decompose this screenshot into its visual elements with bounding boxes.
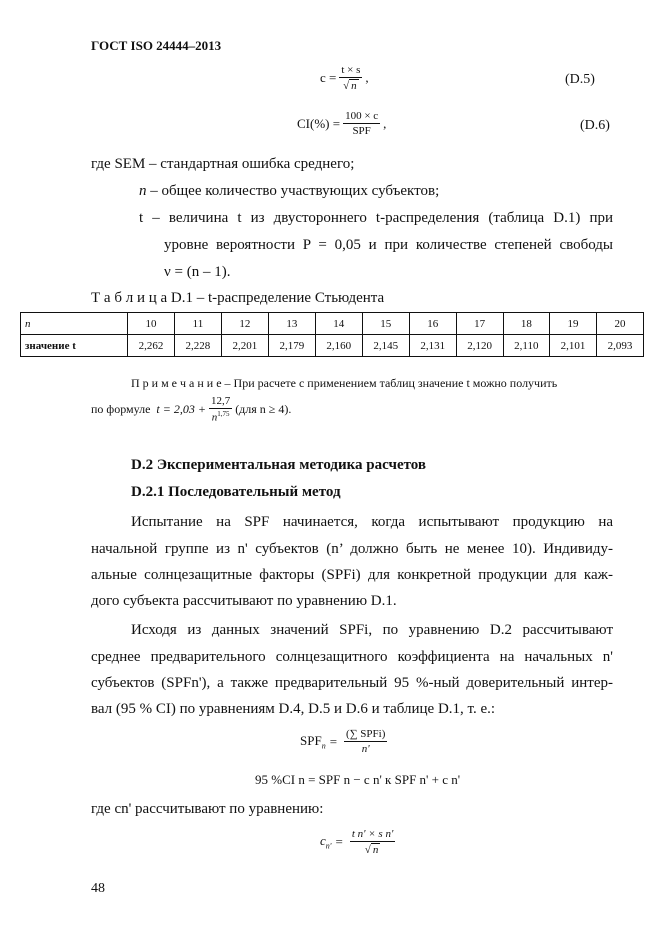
note-formula-numerator: 12,7 bbox=[210, 395, 231, 407]
equation-d5-lhs: c = bbox=[320, 70, 337, 85]
where-line-t-3: ν = (n – 1). bbox=[164, 264, 231, 280]
table-cell-t: 2,179 bbox=[268, 335, 315, 357]
equation-d5-tail: , bbox=[365, 70, 369, 85]
table-note-line1: П р и м е ч а н и е – При расчете с применением таблиц значение t можно получить bbox=[131, 376, 558, 390]
table-cell-n: 12 bbox=[221, 313, 268, 335]
equation-d6 bbox=[297, 110, 386, 137]
para2-line3: субъектов (SPFn'), а также предварительный 95 %-ный доверительный интер- bbox=[91, 675, 613, 691]
para2-line4: вал (95 % CI) по уравнениям D.4, D.5 и D.6 и таблице D.1, т. е.: bbox=[91, 701, 496, 717]
where-line-n bbox=[139, 182, 439, 200]
equation-c bbox=[320, 828, 398, 856]
table-cell-t: 2,120 bbox=[456, 335, 503, 357]
para2-line1: Исходя из данных значений SPFi, по уравнению D.2 рассчитывают bbox=[131, 622, 613, 638]
note-formula-lhs: t = 2,03 + bbox=[156, 401, 206, 416]
table-note-line2 bbox=[91, 395, 291, 424]
spf-denominator: n' bbox=[361, 743, 370, 755]
c-numerator: t n' × s n' bbox=[351, 828, 394, 840]
equation-d6-number: (D.6) bbox=[580, 118, 610, 133]
c-denominator bbox=[365, 842, 381, 856]
para2-line2: среднее предварительного солнцезащитного коэффициента на начальных n' bbox=[91, 649, 613, 665]
table-cell-t: 2,262 bbox=[128, 335, 175, 357]
c-fraction bbox=[350, 828, 395, 856]
equation-d5-den-var: n bbox=[351, 80, 357, 92]
table-cell-n: 11 bbox=[174, 313, 221, 335]
table-cell-t: 2,201 bbox=[221, 335, 268, 357]
equation-d5-number: (D.5) bbox=[565, 72, 595, 87]
equation-ci-interval: 95 %CI n = SPF n − c n' к SPF n' + c n' bbox=[255, 772, 461, 787]
where-var-n: n bbox=[139, 183, 147, 199]
table-cell-n: 18 bbox=[503, 313, 549, 335]
table-cell-t: 2,145 bbox=[362, 335, 409, 357]
spf-numerator: (∑ SPFi) bbox=[346, 728, 386, 740]
equation-d5-numerator: t × s bbox=[341, 64, 361, 76]
sqrt-sign-icon: √ bbox=[343, 80, 350, 92]
where-line-t-1: t – величина t из двустороннего t-распределения (таблица D.1) при bbox=[139, 210, 613, 226]
section-d2-heading: D.2 Экспериментальная методика расчетов bbox=[131, 457, 426, 473]
where2-line: где cn' рассчитывают по уравнению: bbox=[91, 801, 324, 817]
spf-lhs: $SPF_n$ bbox=[300, 732, 326, 751]
table-row-t bbox=[21, 335, 644, 357]
table-cell-t: 2,228 bbox=[174, 335, 221, 357]
para1-line3: альные солнцезащитные факторы (SPFi) для конкретной продукции для каж- bbox=[91, 567, 613, 583]
page-number: 48 bbox=[91, 881, 105, 896]
where-line-t-2: уровне вероятности P = 0,05 и при количестве степеней свободы bbox=[164, 237, 613, 253]
table-cell-n: 10 bbox=[128, 313, 175, 335]
where-line-sem: где SEM – стандартная ошибка среднего; bbox=[91, 156, 355, 172]
table-cell-n: 16 bbox=[409, 313, 456, 335]
table-cell-n: 15 bbox=[362, 313, 409, 335]
table-cell-t: 2,101 bbox=[550, 335, 597, 357]
equation-d5-denominator bbox=[343, 78, 359, 92]
equation-d6-fraction bbox=[343, 110, 380, 137]
equation-d6-denominator: SPF bbox=[352, 125, 371, 137]
table-row-n bbox=[21, 313, 644, 335]
table-cell-n: 17 bbox=[456, 313, 503, 335]
table-cell-n: 14 bbox=[315, 313, 362, 335]
para1-line4: дого субъекта рассчитывают по уравнению D.1. bbox=[91, 593, 397, 609]
sqrt-sign-icon: √ bbox=[364, 844, 371, 856]
document-header: ГОСТ ISO 24444–2013 bbox=[91, 38, 222, 53]
equation-d5 bbox=[320, 64, 369, 92]
note-suffix: (для n ≥ 4). bbox=[235, 401, 292, 416]
c-equals: = bbox=[335, 834, 343, 849]
table-cell-n: 20 bbox=[596, 313, 643, 335]
section-d21-heading: D.2.1 Последовательный метод bbox=[131, 484, 341, 500]
para1-line2: начальной группе из n' субъектов (n’ должно быть не менее 10). Индивиду- bbox=[91, 541, 613, 557]
table-label-t: значение t bbox=[21, 335, 128, 357]
c-lhs: $c_{n'}$ bbox=[320, 833, 332, 851]
where-n-text: – общее количество участвующих субъектов; bbox=[146, 183, 440, 199]
table-cell-t: 2,160 bbox=[315, 335, 362, 357]
para1-line1: Испытание на SPF начинается, когда испытывают продукцию на bbox=[131, 514, 613, 530]
t-distribution-table bbox=[20, 312, 644, 357]
equation-d6-lhs: CI(%) = bbox=[297, 115, 341, 131]
equation-d6-numerator: 100 × c bbox=[345, 110, 379, 122]
spf-fraction bbox=[344, 728, 387, 755]
table-cell-t: 2,110 bbox=[503, 335, 549, 357]
c-den-var: n bbox=[372, 844, 379, 856]
spf-equals: = bbox=[329, 733, 338, 749]
table-cell-t: 2,093 bbox=[596, 335, 643, 357]
note-formula-fraction bbox=[209, 395, 232, 424]
equation-d5-fraction bbox=[339, 64, 362, 92]
equation-spf-mean bbox=[300, 728, 390, 755]
note-prefix: по формуле bbox=[91, 401, 151, 416]
equation-d6-tail: , bbox=[383, 115, 387, 131]
note-formula-denominator: $n^{1,75}$ bbox=[211, 410, 230, 424]
table-title: Т а б л и ц а D.1 – t-распределение Стьюдента bbox=[91, 290, 385, 306]
table-cell-n: 19 bbox=[550, 313, 597, 335]
table-cell-t: 2,131 bbox=[409, 335, 456, 357]
table-label-n: n bbox=[21, 313, 128, 335]
table-cell-n: 13 bbox=[268, 313, 315, 335]
